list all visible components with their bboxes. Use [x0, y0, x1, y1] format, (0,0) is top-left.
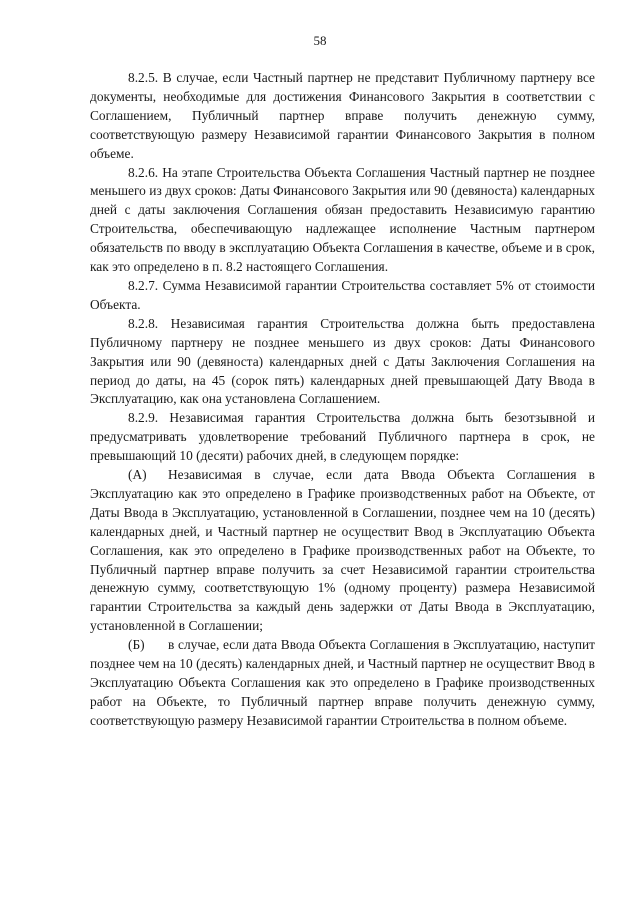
list-text-b: в случае, если дата Ввода Объекта Соглашения в Эксплуатацию, наступит позднее чем на 10 (десять) календарных дней, и Частный партнер не осуществит Ввод в Эксплуатацию Объекта Соглашения как это определено в Графике производственных работ на Объекте, то Публичный партнер вправе получить денежную сумму, соответствующую размеру Независимой гарантии Строительства в полном объеме. — [90, 637, 595, 728]
page-number: 58 — [313, 33, 327, 48]
list-item-a — [90, 466, 595, 636]
list-text-a: Независимая в случае, если дата Ввода Объекта Соглашения в Эксплуатацию как это определено в Графике производственных работ на Объекте, от Даты Ввода в Эксплуатацию, установленной в Соглашении, позднее чем на 10 (десять) календарных дней, и Частный партнер не осуществит Ввод в Эксплуатацию Объекта Соглашения, как это определено в Графике производственных работ на Объекте, то Публичный партнер вправе получить за счет Независимой гарантии строительства денежную сумму, соответствующую 1% (одному проценту) размера Независимой гарантии Строительства за каждый день задержки от Даты Ввода в Эксплуатацию, установленной в Соглашении; — [90, 467, 595, 634]
list-item-b — [90, 636, 595, 731]
paragraph-8-2-7: 8.2.7. Сумма Независимой гарантии Строительства составляет 5% от стоимости Объекта. — [90, 277, 595, 312]
paragraph-8-2-6: 8.2.6. На этапе Строительства Объекта Соглашения Частный партнер не позднее меньшего из двух сроков: Даты Финансового Закрытия или 90 (девяноста) календарных дней с даты заключения Соглашения обязан предоставить Независимую гарантию Строительства, обеспечивающую надлежащее исполнение Частным партнером обязательств по вводу в эксплуатацию Объекта Соглашения в качестве, объеме и в срок, как это определено в п. 8.2 настоящего Соглашения. — [90, 164, 595, 275]
document-body — [90, 69, 595, 731]
list-marker-a: (А) — [128, 467, 147, 483]
paragraph-8-2-5: 8.2.5. В случае, если Частный партнер не представит Публичному партнеру все документы, необходимые для достижения Финансового Закрытия в соответствии с Соглашением, Публичный партнер вправе получить денежную сумму, соответствующую размеру Независимой гарантии Финансового Закрытия в полном объеме. — [90, 70, 595, 161]
paragraph-8-2-9: 8.2.9. Независимая гарантия Строительства должна быть безотзывной и предусматривать удовлетворение требований Публичного партнера в срок, не превышающий 10 (десяти) рабочих дней, в следующем порядке: — [90, 410, 595, 464]
list-marker-b: (Б) — [128, 637, 145, 653]
paragraph-8-2-8: 8.2.8. Независимая гарантия Строительства должна быть предоставлена Публичному партнеру не позднее меньшего из двух сроков: Даты Финансового Закрытия или 90 (девяноста) календарных дней с Даты Заключения Соглашения на период до даты, на 45 (сорок пять) календарных дней превышающей Дату Ввода в Эксплуатацию, как она установлена Соглашением. — [90, 315, 595, 407]
